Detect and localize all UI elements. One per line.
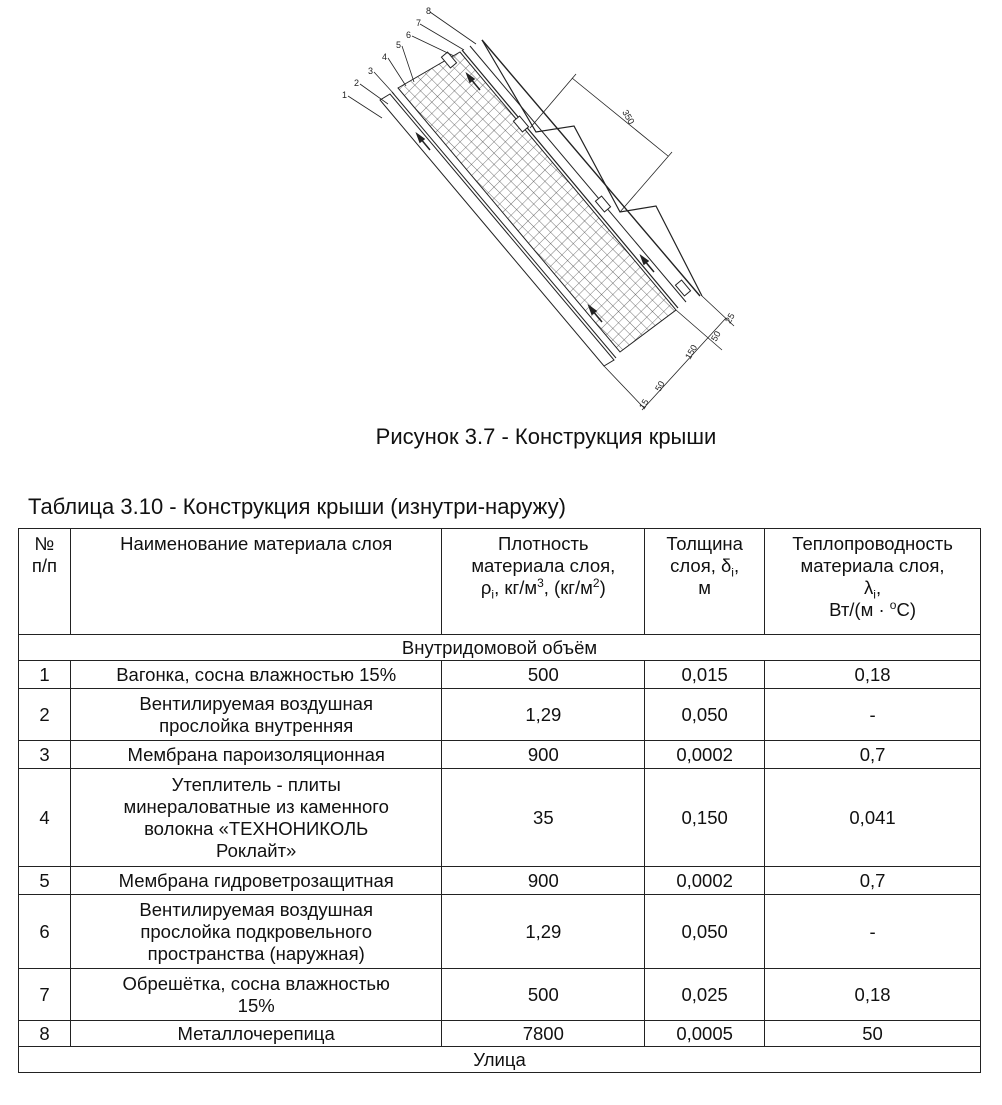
row-number-cell: 2: [19, 689, 71, 741]
row-conductivity-cell: -: [765, 689, 981, 741]
table-row: [19, 1021, 981, 1047]
dimension-150-label: 150: [683, 342, 700, 361]
dimension-25-label: 25: [723, 311, 737, 325]
row-density-cell: 35: [442, 769, 645, 867]
material-name-line: 15%: [237, 994, 275, 1016]
header-density: Плотность материала слоя, $\rho_i$, $кг/м^3$, $(кг/м^2)$: [442, 529, 645, 635]
roof-section-figure: [330, 0, 770, 420]
figure-caption: Рисунок 3.7 - Конструкция крыши: [375, 424, 717, 449]
roof-section-drawing: [330, 0, 770, 420]
callout-7: 7: [416, 18, 422, 28]
inside-section-row: [19, 635, 981, 661]
material-name-line: Вентилируемая воздушная: [139, 692, 373, 714]
callout-5: 5: [396, 40, 402, 50]
material-name-line: Металлочерепица: [177, 1022, 335, 1044]
header-number: № п/п: [19, 529, 71, 635]
row-conductivity-cell: 0,7: [765, 867, 981, 895]
table-row: [19, 741, 981, 769]
row-material-cell: [70, 867, 442, 895]
table-header-row: [19, 529, 981, 635]
outside-section-row: [19, 1047, 981, 1073]
row-thickness-cell: 0,015: [645, 661, 765, 689]
header-material-name: Наименование материала слоя: [70, 529, 442, 635]
table-title: Таблица 3.10 - Конструкция крыши (изнутри-наружу): [28, 494, 566, 519]
table-row: [19, 689, 981, 741]
callout-1: 1: [342, 90, 348, 100]
dimension-50a-label: 50: [653, 379, 667, 393]
row-material-cell: [70, 741, 442, 769]
material-name-line: Вагонка, сосна влажностью 15%: [116, 663, 397, 685]
row-conductivity-cell: 0,041: [765, 769, 981, 867]
dimension-15-label: 15: [637, 397, 651, 411]
row-thickness-cell: 0,050: [645, 689, 765, 741]
row-number-cell: 6: [19, 895, 71, 969]
material-name-line: Мембрана гидроветрозащитная: [118, 869, 394, 891]
dimension-350-label: 350: [620, 108, 637, 127]
material-name-line: Роклайт»: [216, 839, 297, 861]
row-material-cell: [70, 769, 442, 867]
table-row: [19, 661, 981, 689]
callout-4: 4: [382, 52, 388, 62]
material-name-line: Обрешётка, сосна влажностью: [122, 972, 390, 994]
row-conductivity-cell: -: [765, 895, 981, 969]
outside-label: Улица: [19, 1047, 981, 1073]
row-density-cell: 500: [442, 661, 645, 689]
row-number-cell: 1: [19, 661, 71, 689]
header-conductivity: Теплопроводность материала слоя, $\lambda_i$, Вт/(м · $^o$С): [765, 529, 981, 635]
row-conductivity-cell: 0,7: [765, 741, 981, 769]
table-row: [19, 969, 981, 1021]
row-material-cell: [70, 895, 442, 969]
material-name-line: Мембрана пароизоляционная: [127, 743, 385, 765]
row-number-cell: 7: [19, 969, 71, 1021]
row-conductivity-cell: 0,18: [765, 661, 981, 689]
inside-label: Внутридомовой объём: [19, 635, 981, 661]
material-name-line: Вентилируемая воздушная: [139, 898, 373, 920]
row-density-cell: 1,29: [442, 895, 645, 969]
material-name-line: прослойка подкровельного: [140, 920, 373, 942]
row-density-cell: 500: [442, 969, 645, 1021]
table-row: [19, 867, 981, 895]
callout-8: 8: [426, 6, 432, 16]
table-body: [19, 635, 981, 1073]
row-material-cell: [70, 969, 442, 1021]
row-thickness-cell: 0,025: [645, 969, 765, 1021]
row-number-cell: 8: [19, 1021, 71, 1047]
row-number-cell: 3: [19, 741, 71, 769]
header-thickness: Толщина слоя, $\delta_i$, м: [645, 529, 765, 635]
insulation-layer: [398, 52, 676, 352]
row-number-cell: 5: [19, 867, 71, 895]
row-conductivity-cell: 50: [765, 1021, 981, 1047]
row-density-cell: 900: [442, 867, 645, 895]
callout-6: 6: [406, 30, 412, 40]
material-name-line: Утеплитель - плиты: [171, 773, 341, 795]
row-density-cell: 900: [442, 741, 645, 769]
dimension-50b-label: 50: [709, 329, 723, 343]
material-name-line: пространства (наружная): [147, 942, 365, 964]
callout-3: 3: [368, 66, 374, 76]
row-number-cell: 4: [19, 769, 71, 867]
roof-layers-table: [18, 528, 981, 1073]
row-thickness-cell: 0,150: [645, 769, 765, 867]
row-material-cell: [70, 689, 442, 741]
row-thickness-cell: 0,0002: [645, 741, 765, 769]
table-row: [19, 895, 981, 969]
row-density-cell: 7800: [442, 1021, 645, 1047]
material-name-line: волокна «ТЕХНОНИКОЛЬ: [144, 817, 369, 839]
row-thickness-cell: 0,0002: [645, 867, 765, 895]
row-material-cell: [70, 661, 442, 689]
table-row: [19, 769, 981, 867]
callout-2: 2: [354, 78, 360, 88]
row-density-cell: 1,29: [442, 689, 645, 741]
row-thickness-cell: 0,050: [645, 895, 765, 969]
row-conductivity-cell: 0,18: [765, 969, 981, 1021]
material-name-line: минераловатные из каменного: [123, 795, 389, 817]
row-material-cell: [70, 1021, 442, 1047]
material-name-line: прослойка внутренняя: [159, 714, 354, 736]
row-thickness-cell: 0,0005: [645, 1021, 765, 1047]
